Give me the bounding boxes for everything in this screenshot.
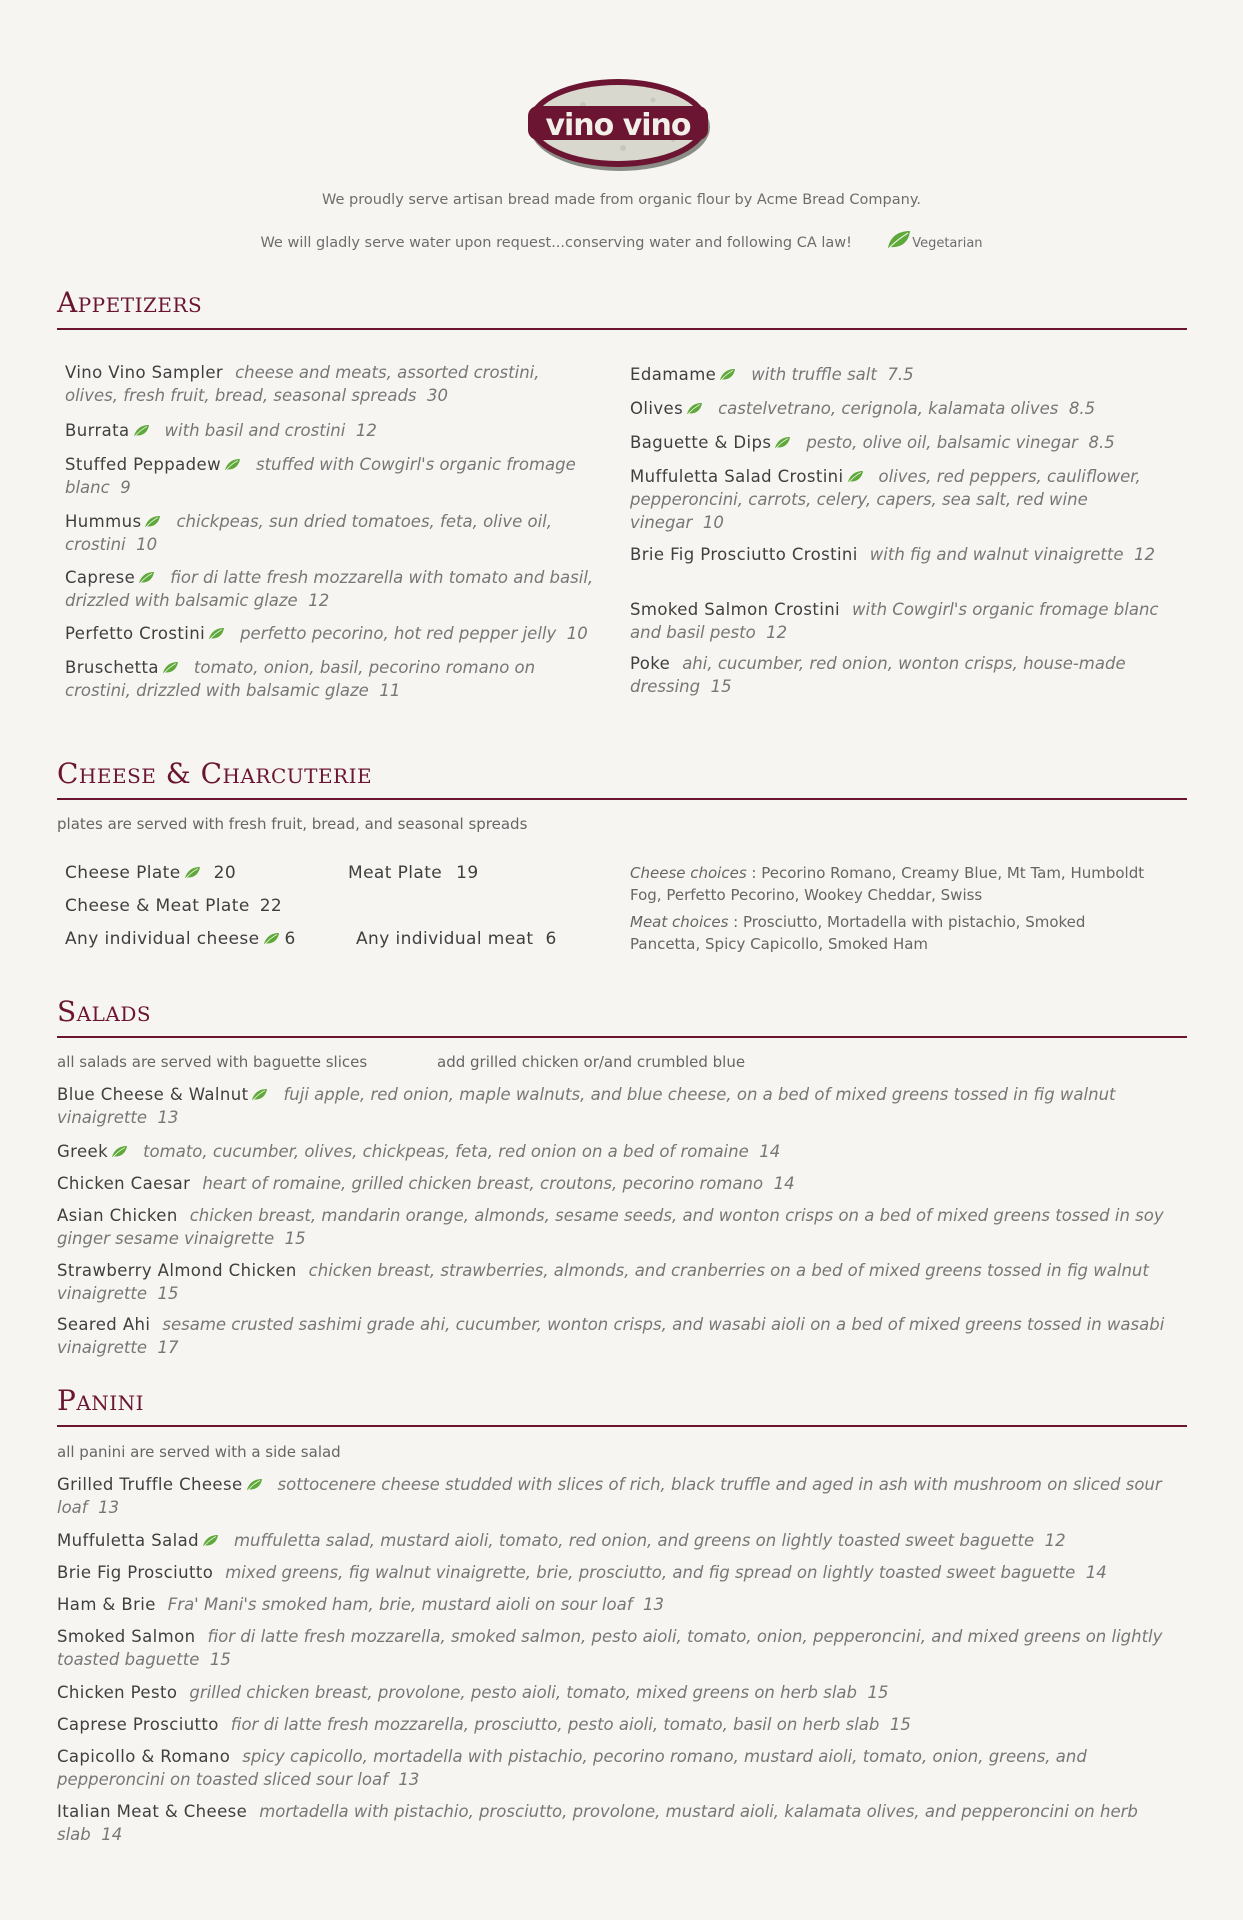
menu-item [57,1713,1187,1736]
item-description: cheese and meats, assorted crostini, olives, fresh fruit, bread, seasonal spreads [65,363,540,405]
item-description: grilled chicken breast, provolone, pesto aioli, tomato, mixed greens on herb slab [189,1683,857,1702]
item-name: Asian Chicken [57,1206,178,1225]
item-price: 13 [157,1108,179,1127]
item-price: 10 [566,624,588,643]
panini-rule [57,1425,1187,1427]
item-price: 14 [773,1174,795,1193]
item-description: perfetto pecorino, hot red pepper jelly [240,624,557,643]
item-description: chicken breast, mandarin orange, almonds, sesame seeds, and wonton crisps on a bed of mixed greens tossed in soy ginger sesame vinaigrette [57,1206,1164,1248]
item-price: 8.5 [1068,399,1096,418]
item-price: 9 [120,478,131,497]
any-cheese-name: Any individual cheese [65,929,260,949]
item-description: fior di latte fresh mozzarella with tomato and basil, drizzled with balsamic glaze [65,568,594,610]
menu-item [57,1529,1187,1552]
menu-item [57,1681,1187,1704]
item-name: Chicken Pesto [57,1683,178,1702]
menu-item [630,363,1180,386]
menu-item [65,453,625,499]
panini-note: all panini are served with a side salad [57,1443,341,1461]
item-price: 15 [889,1715,911,1734]
item-description: with basil and crostini [164,421,346,440]
item-price: 15 [209,1650,231,1669]
item-name: Italian Meat & Cheese [57,1802,248,1821]
cheese-choices-label: Cheese choices [630,864,747,882]
leaf-icon [719,368,736,381]
leaf-icon [208,627,225,640]
menu-item [65,656,595,702]
leaf-icon [251,1088,268,1101]
item-description: with fig and walnut vinaigrette [869,545,1124,564]
menu-item [65,510,605,556]
item-description: fior di latte fresh mozzarella, prosciutto, pesto aioli, tomato, basil on herb slab [230,1715,880,1734]
item-price: 14 [101,1825,123,1844]
menu-item [57,1172,1187,1195]
item-description: fior di latte fresh mozzarella, smoked salmon, pesto aioli, tomato, onion, pepperoncini, and mixed greens on lightly toasted baguette [57,1627,1163,1669]
item-name: Grilled Truffle Cheese [57,1475,243,1494]
any-meat-item [356,929,557,949]
item-name: Muffuletta Salad [57,1531,199,1550]
leaf-icon [686,402,703,415]
item-name: Burrata [65,421,130,440]
item-price: 13 [643,1595,665,1614]
meat-choices: Meat choices : Prosciutto, Mortadella with pistachio, Smoked Pancetta, Spicy Capicollo, Smoked Ham [630,913,1086,953]
menu-item [57,1745,1187,1791]
item-name: Blue Cheese & Walnut [57,1085,249,1104]
item-price: 14 [759,1142,781,1161]
menu-item [57,1561,1187,1584]
item-description: olives, red peppers, cauliflower, pepperoncini, carrots, celery, capers, sea salt, red wine vinegar [630,467,1141,532]
item-name: Strawberry Almond Chicken [57,1261,297,1280]
item-price: 12 [1044,1531,1066,1550]
leaf-icon [133,424,150,437]
item-name: Brie Fig Prosciutto [57,1563,214,1582]
item-price: 11 [379,681,401,700]
leaf-icon [111,1145,128,1158]
item-name: Caprese [65,568,136,587]
item-price: 7.5 [887,365,914,384]
cheese-charcuterie-rule [57,798,1187,800]
item-price: 13 [98,1498,120,1517]
item-description: sesame crusted sashimi grade ahi, cucumber, wonton crisps, and wasabi aioli on a bed of mixed greens tossed in wasabi vinaigrette [57,1315,1165,1357]
menu-item [630,465,1175,534]
item-description: castelvetrano, cerignola, kalamata olives [718,399,1059,418]
water-note-text: We will gladly serve water upon request...conserving water and following CA law! [260,235,852,251]
cheese-choices-list: Pecorino Romano, Creamy Blue, Mt Tam, Humboldt Fog, Perfetto Pecorino, Wookey Cheddar, Swiss [630,864,1145,904]
menu-item [57,1259,1187,1305]
item-description: spicy capicollo, mortadella with pistachio, pecorino romano, mustard aioli, tomato, onion, greens, and pepperoncini on toasted sliced sour loaf [57,1747,1087,1789]
cheese-plate-item [65,863,236,883]
leaf-icon [246,1478,263,1491]
item-description: fuji apple, red onion, maple walnuts, and blue cheese, on a bed of mixed greens tossed in fig walnut vinaigrette [57,1085,1116,1127]
any-meat-name: Any individual meat [356,929,534,949]
cheese-plate-price: 20 [213,863,237,883]
meat-plate-price: 19 [456,863,479,883]
item-description: with Cowgirl's organic fromage blanc and basil pesto [630,600,1159,642]
item-name: Perfetto Crostini [65,624,206,643]
cheese-note: plates are served with fresh fruit, bread, and seasonal spreads [57,815,528,833]
item-name: Bruschetta [65,658,159,677]
vegetarian-legend: Vegetarian [912,236,983,251]
item-description: tomato, onion, basil, pecorino romano on crostini, drizzled with balsamic glaze [65,658,536,700]
item-name: Brie Fig Prosciutto Crostini [630,545,858,564]
item-price: 13 [398,1770,420,1789]
item-price: 30 [427,386,449,405]
menu-item [57,1800,1187,1846]
combo-plate-item [65,896,282,916]
any-meat-price: 6 [545,929,557,949]
item-price: 15 [710,677,732,696]
menu-item [57,1473,1187,1519]
item-price: 12 [308,591,330,610]
leaf-icon [263,932,280,945]
item-description: muffuletta salad, mustard aioli, tomato, red onion, and greens on lightly toasted sweet baguette [233,1531,1035,1550]
item-name: Olives [630,399,684,418]
item-name: Capicollo & Romano [57,1747,231,1766]
salads-addon-note: add grilled chicken or/and crumbled blue [437,1053,746,1071]
menu-item [630,652,1180,698]
item-description: chickpeas, sun dried tomatoes, feta, olive oil, crostini [65,512,553,554]
item-price: 15 [157,1284,179,1303]
item-name: Caprese Prosciutto [57,1715,219,1734]
item-description: mixed greens, fig walnut vinaigrette, brie, prosciutto, and fig spread on lightly toasted sweet baguette [225,1563,1076,1582]
item-name: Ham & Brie [57,1595,156,1614]
menu-item [57,1625,1187,1671]
svg-text:vino vino: vino vino [545,108,691,143]
item-name: Stuffed Peppadew [65,455,221,474]
cheese-charcuterie-title: Cheese & Charcuterie [57,757,373,790]
menu-item [630,543,1180,566]
item-description: ahi, cucumber, red onion, wonton crisps, house-made dressing [630,654,1126,696]
menu-item [630,397,1180,420]
item-description: pesto, olive oil, balsamic vinegar [806,433,1078,452]
item-price: 10 [702,513,724,532]
item-description: with truffle salt [751,365,877,384]
item-description: mortadella with pistachio, prosciutto, provolone, mustard aioli, kalamata olives, and pepperoncini on herb slab [57,1802,1138,1844]
leaf-icon [886,229,912,250]
item-price: 10 [136,535,158,554]
item-price: 15 [867,1683,889,1702]
cheese-choices: Cheese choices : Pecorino Romano, Creamy Blue, Mt Tam, Humboldt Fog, Perfetto Pecorino, Wookey Cheddar, Swiss [630,864,1145,904]
item-price: 8.5 [1088,433,1115,452]
menu-item [65,622,635,645]
menu-item [57,1313,1187,1359]
leaf-icon [202,1534,219,1547]
item-description: sottocenere cheese studded with slices of rich, black truffle and aged in ash with mushroom on sliced sour loaf [57,1475,1162,1517]
item-description: Fra' Mani's smoked ham, brie, mustard aioli on sour loaf [167,1595,633,1614]
combo-plate-price: 22 [259,896,283,916]
item-price: 12 [766,623,788,642]
menu-item [630,431,1180,454]
menu-item [57,1083,1187,1129]
leaf-icon [224,458,241,471]
panini-title: Panini [57,1384,145,1417]
appetizers-title: Appetizers [57,286,203,319]
menu-item [65,419,595,442]
salads-note: all salads are served with baguette slices [57,1053,368,1071]
menu-item [57,1140,1187,1163]
leaf-icon [774,436,791,449]
item-name: Baguette & Dips [630,433,772,452]
item-description: heart of romaine, grilled chicken breast, croutons, pecorino romano [202,1174,764,1193]
item-name: Edamame [630,365,717,384]
salads-rule [57,1036,1187,1038]
menu-item [630,598,1180,644]
bread-note: We proudly serve artisan bread made from organic flour by Acme Bread Company. [322,192,921,208]
item-name: Hummus [65,512,142,531]
item-price: 14 [1085,1563,1107,1582]
cheese-plate-name: Cheese Plate [65,863,181,883]
item-name: Muffuletta Salad Crostini [630,467,844,486]
item-price: 15 [284,1229,306,1248]
any-cheese-item [65,929,296,949]
item-price: 17 [157,1338,179,1357]
item-name: Greek [57,1142,109,1161]
combo-plate-name: Cheese & Meat Plate [65,896,250,916]
item-description: chicken breast, strawberries, almonds, and cranberries on a bed of mixed greens tossed in fig walnut vinaigrette [57,1261,1149,1303]
meat-plate-item [348,863,479,883]
meat-choices-list: Prosciutto, Mortadella with pistachio, Smoked Pancetta, Spicy Capicollo, Smoked Ham [630,913,1086,953]
item-name: Chicken Caesar [57,1174,191,1193]
item-name: Vino Vino Sampler [65,363,224,382]
leaf-icon [144,515,161,528]
leaf-icon [138,571,155,584]
menu-item [57,1593,1187,1616]
item-price: 12 [1134,545,1156,564]
leaf-icon [162,661,179,674]
appetizers-rule [57,328,1187,330]
meat-plate-name: Meat Plate [348,863,443,883]
item-name: Smoked Salmon [57,1627,196,1646]
water-note [0,229,1243,251]
item-name: Poke [630,654,671,673]
menu-item [57,1204,1187,1250]
item-name: Smoked Salmon Crostini [630,600,841,619]
menu-item [65,361,595,407]
item-name: Seared Ahi [57,1315,151,1334]
item-price: 12 [355,421,377,440]
any-cheese-price: 6 [284,929,296,949]
vino-vino-logo [523,70,713,175]
meat-choices-label: Meat choices [630,913,729,931]
item-description: tomato, cucumber, olives, chickpeas, feta, red onion on a bed of romaine [143,1142,749,1161]
salads-title: Salads [57,995,152,1028]
leaf-icon [184,866,201,879]
leaf-icon [847,470,864,483]
item-description: stuffed with Cowgirl's organic fromage blanc [65,455,576,497]
menu-item [65,566,595,612]
